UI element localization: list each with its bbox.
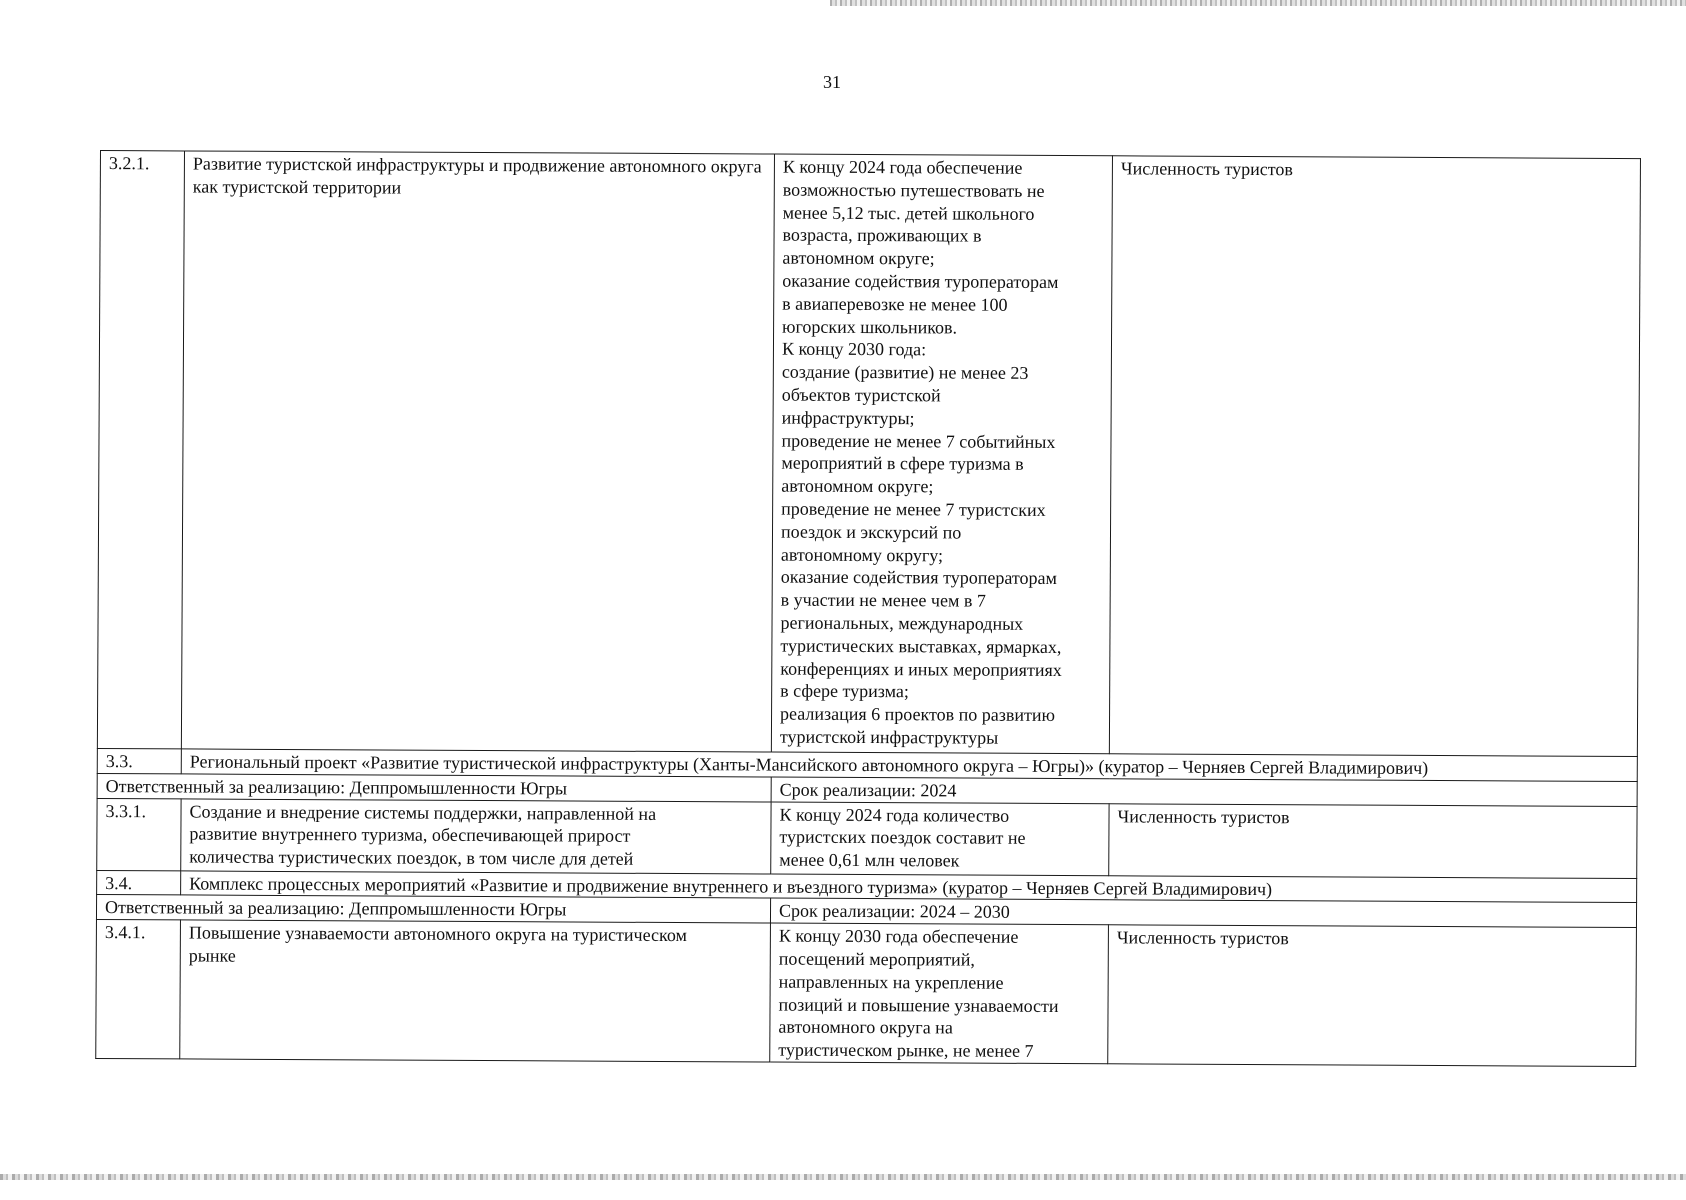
result-line: автономному округу; — [780, 544, 944, 565]
result-line: оказание содействия туроператорам — [782, 270, 1059, 293]
period-cell: Срок реализации: 2024 — [771, 777, 1637, 806]
row-number: 3.3.1. — [97, 798, 181, 870]
result-line: возможностью путешествовать не — [782, 179, 1045, 201]
result-line: позиций и повышение узнаваемости — [778, 994, 1059, 1016]
row-number: 3.4. — [97, 870, 181, 895]
period-cell: Срок реализации: 2024 – 2030 — [770, 898, 1636, 927]
measure-name: Развитие туристской инфраструктуры и продвижение автономного округа как туристской территории — [181, 151, 774, 752]
result-line: туристских поездок составит не — [779, 826, 1026, 849]
measure-indicator: Численность туристов — [1108, 925, 1637, 1067]
measure-name — [180, 920, 771, 1062]
result-line: в авиаперевозке не менее 100 — [782, 293, 1008, 315]
result-line: менее 0,61 млн человек — [779, 849, 960, 871]
row-number: 3.2.1. — [97, 151, 184, 749]
project-title: Региональный проект «Развитие туристической инфраструктуры (Ханты-Мансийского автономного округа – Югры)» (куратор – Черняев Сергей Владимирович) — [181, 749, 1637, 781]
result-line: оказание содействия туроператорам — [780, 566, 1057, 589]
result-line: инфраструктуры; — [781, 407, 915, 429]
row-number: 3.3. — [97, 748, 181, 773]
measure-result — [771, 802, 1109, 876]
result-line: туристических выставках, ярмарках, — [780, 635, 1062, 657]
result-line: туристическом рынке, не менее 7 — [778, 1039, 1034, 1062]
result-line: автономном округе; — [781, 475, 934, 497]
result-line: К концу 2030 года: — [781, 338, 927, 360]
result-line: создание (развитие) не менее 23 — [781, 361, 1029, 384]
responsible-cell: Ответственный за реализацию: Деппромышленности Югры — [96, 895, 770, 923]
page-number: 31 — [823, 72, 841, 92]
result-line: объектов туристской — [781, 384, 941, 406]
result-line: туристской инфраструктуры — [779, 726, 999, 748]
result-line: мероприятий в сфере туризма в — [781, 452, 1024, 475]
name-line: Создание и внедрение системы поддержки, направленной на — [189, 801, 657, 824]
result-line: посещений мероприятий, — [778, 948, 975, 970]
measure-result — [770, 923, 1109, 1064]
result-line: менее 5,12 тыс. детей школьного — [782, 202, 1035, 224]
complex-title: Комплекс процессных мероприятий «Развитие и продвижение внутреннего и въездного туризма» (куратор – Черняев Сергей Владимирович) — [181, 871, 1637, 903]
name-line: развитие внутреннего туризма, обеспечивающей прирост — [189, 823, 631, 847]
result-line: проведение не менее 7 туристских — [781, 498, 1046, 520]
table-row-3-4-1 — [96, 920, 1637, 1067]
result-line: конференциях и иных мероприятиях — [780, 658, 1062, 680]
responsible-cell: Ответственный за реализацию: Деппромышленности Югры — [97, 773, 771, 801]
scan-edge-bottom — [0, 1174, 1686, 1180]
measures-table — [95, 150, 1641, 1067]
result-line: К концу 2024 года количество — [779, 804, 1010, 826]
result-line: югорских школьников. — [782, 316, 958, 338]
measure-name — [181, 799, 771, 874]
measure-result — [771, 154, 1112, 754]
scan-edge-top — [830, 0, 1686, 6]
result-line: К концу 2024 года обеспечение — [782, 156, 1023, 178]
result-line: автономном округе; — [782, 247, 935, 269]
measure-indicator: Численность туристов — [1109, 803, 1637, 878]
result-line: реализация 6 проектов по развитию — [780, 703, 1056, 726]
table-row-3-3-1 — [97, 798, 1637, 878]
name-line: Повышение узнаваемости автономного округа на туристическом — [188, 922, 687, 946]
table-row-3-2-1 — [97, 151, 1640, 757]
result-line: поездок и экскурсий по — [780, 521, 962, 543]
result-line: направленных на укрепление — [778, 971, 1004, 993]
name-line: рынке — [188, 945, 236, 966]
result-line: проведение не менее 7 событийных — [781, 430, 1056, 452]
measure-indicator: Численность туристов — [1109, 156, 1640, 757]
result-line: в участии не менее чем в 7 — [780, 589, 986, 611]
result-line: автономного округа на — [778, 1016, 953, 1038]
result-line: региональных, международных — [780, 612, 1024, 634]
result-line: возраста, проживающих в — [782, 224, 982, 247]
result-line: К концу 2030 года обеспечение — [778, 925, 1019, 948]
row-number: 3.4.1. — [96, 920, 181, 1059]
result-line: в сфере туризма; — [780, 680, 909, 702]
name-line: количества туристических поездок, в том числе для детей — [189, 846, 634, 869]
